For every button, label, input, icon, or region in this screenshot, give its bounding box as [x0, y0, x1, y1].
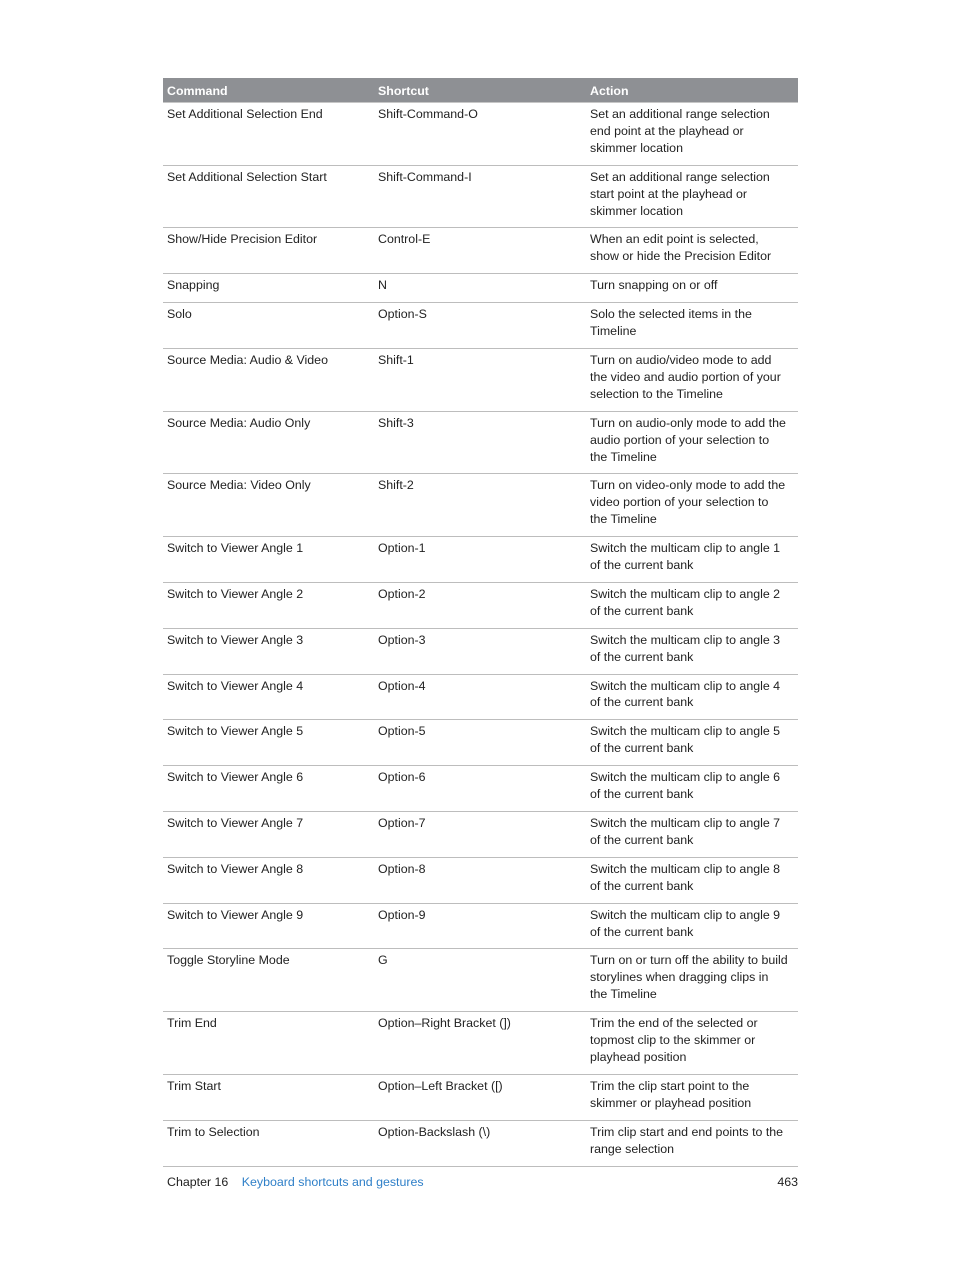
column-header-command: Command: [163, 78, 374, 103]
action-cell: Switch the multicam clip to angle 3 of the current bank: [586, 628, 798, 674]
shortcut-cell: G: [374, 949, 586, 1012]
table-row: [163, 348, 798, 411]
action-cell: When an edit point is selected, show or hide the Precision Editor: [586, 228, 798, 274]
command-cell: Switch to Viewer Angle 8: [163, 857, 374, 903]
command-cell: Toggle Storyline Mode: [163, 949, 374, 1012]
table-row: [163, 720, 798, 766]
table-row: [163, 474, 798, 537]
shortcut-cell: Control-E: [374, 228, 586, 274]
table-header: [163, 78, 798, 103]
action-cell: Switch the multicam clip to angle 4 of the current bank: [586, 674, 798, 720]
action-cell: Set an additional range selection start point at the playhead or skimmer location: [586, 165, 798, 228]
command-cell: Switch to Viewer Angle 5: [163, 720, 374, 766]
column-header-action: Action: [586, 78, 798, 103]
shortcut-cell: Option-8: [374, 857, 586, 903]
action-cell: Switch the multicam clip to angle 7 of the current bank: [586, 812, 798, 858]
table-row: [163, 582, 798, 628]
shortcut-cell: Option–Left Bracket ([): [374, 1074, 586, 1120]
command-cell: Solo: [163, 303, 374, 349]
table-row: [163, 628, 798, 674]
table-row: [163, 303, 798, 349]
action-cell: Set an additional range selection end point at the playhead or skimmer location: [586, 103, 798, 166]
table-row: [163, 1012, 798, 1075]
shortcut-cell: Option-Backslash (\): [374, 1120, 586, 1166]
shortcut-cell: Shift-Command-O: [374, 103, 586, 166]
command-cell: Show/Hide Precision Editor: [163, 228, 374, 274]
table-body: [163, 103, 798, 1167]
shortcuts-table: [163, 78, 798, 1167]
shortcut-cell: Option-S: [374, 303, 586, 349]
action-cell: Switch the multicam clip to angle 1 of the current bank: [586, 537, 798, 583]
shortcut-cell: Option-3: [374, 628, 586, 674]
table-row: [163, 103, 798, 166]
command-cell: Switch to Viewer Angle 9: [163, 903, 374, 949]
action-cell: Turn snapping on or off: [586, 274, 798, 303]
command-cell: Switch to Viewer Angle 2: [163, 582, 374, 628]
table-row: [163, 766, 798, 812]
table-row: [163, 903, 798, 949]
command-cell: Switch to Viewer Angle 7: [163, 812, 374, 858]
action-cell: Turn on video-only mode to add the video portion of your selection to the Timeline: [586, 474, 798, 537]
command-cell: Switch to Viewer Angle 4: [163, 674, 374, 720]
table-row: [163, 857, 798, 903]
action-cell: Solo the selected items in the Timeline: [586, 303, 798, 349]
table-row: [163, 674, 798, 720]
table-row: [163, 1074, 798, 1120]
table-row: [163, 165, 798, 228]
shortcut-cell: Shift-Command-I: [374, 165, 586, 228]
table-row: [163, 812, 798, 858]
action-cell: Turn on or turn off the ability to build storylines when dragging clips in the Timeline: [586, 949, 798, 1012]
command-cell: Set Additional Selection End: [163, 103, 374, 166]
table-row: [163, 537, 798, 583]
table-header-row: [163, 78, 798, 103]
shortcut-cell: Shift-2: [374, 474, 586, 537]
shortcut-cell: Option-6: [374, 766, 586, 812]
column-header-shortcut: Shortcut: [374, 78, 586, 103]
action-cell: Trim clip start and end points to the range selection: [586, 1120, 798, 1166]
shortcut-cell: Option-9: [374, 903, 586, 949]
page-number: 463: [777, 1175, 798, 1189]
command-cell: Source Media: Audio Only: [163, 411, 374, 474]
action-cell: Switch the multicam clip to angle 9 of the current bank: [586, 903, 798, 949]
shortcut-cell: Option-7: [374, 812, 586, 858]
action-cell: Turn on audio/video mode to add the video and audio portion of your selection to the Timeline: [586, 348, 798, 411]
command-cell: Switch to Viewer Angle 3: [163, 628, 374, 674]
command-cell: Source Media: Audio & Video: [163, 348, 374, 411]
command-cell: Source Media: Video Only: [163, 474, 374, 537]
action-cell: Switch the multicam clip to angle 5 of the current bank: [586, 720, 798, 766]
command-cell: Trim Start: [163, 1074, 374, 1120]
table-row: [163, 949, 798, 1012]
command-cell: Trim to Selection: [163, 1120, 374, 1166]
table-row: [163, 274, 798, 303]
action-cell: Trim the clip start point to the skimmer or playhead position: [586, 1074, 798, 1120]
action-cell: Switch the multicam clip to angle 6 of the current bank: [586, 766, 798, 812]
table-row: [163, 411, 798, 474]
action-cell: Trim the end of the selected or topmost clip to the skimmer or playhead position: [586, 1012, 798, 1075]
shortcut-cell: Option-1: [374, 537, 586, 583]
command-cell: Switch to Viewer Angle 1: [163, 537, 374, 583]
page-footer: [167, 1172, 798, 1192]
action-cell: Switch the multicam clip to angle 8 of the current bank: [586, 857, 798, 903]
shortcut-cell: Option-2: [374, 582, 586, 628]
table-row: [163, 228, 798, 274]
chapter-title-link[interactable]: Keyboard shortcuts and gestures: [241, 1175, 424, 1189]
shortcut-cell: Shift-3: [374, 411, 586, 474]
shortcut-cell: N: [374, 274, 586, 303]
action-cell: Switch the multicam clip to angle 2 of the current bank: [586, 582, 798, 628]
command-cell: Switch to Viewer Angle 6: [163, 766, 374, 812]
chapter-label: Chapter 16: [167, 1175, 229, 1189]
command-cell: Trim End: [163, 1012, 374, 1075]
table-row: [163, 1120, 798, 1166]
action-cell: Turn on audio-only mode to add the audio portion of your selection to the Timeline: [586, 411, 798, 474]
shortcut-cell: Option–Right Bracket (]): [374, 1012, 586, 1075]
shortcut-cell: Option-5: [374, 720, 586, 766]
command-cell: Set Additional Selection Start: [163, 165, 374, 228]
command-cell: Snapping: [163, 274, 374, 303]
shortcut-cell: Option-4: [374, 674, 586, 720]
shortcut-cell: Shift-1: [374, 348, 586, 411]
shortcuts-table-container: [163, 78, 798, 1167]
